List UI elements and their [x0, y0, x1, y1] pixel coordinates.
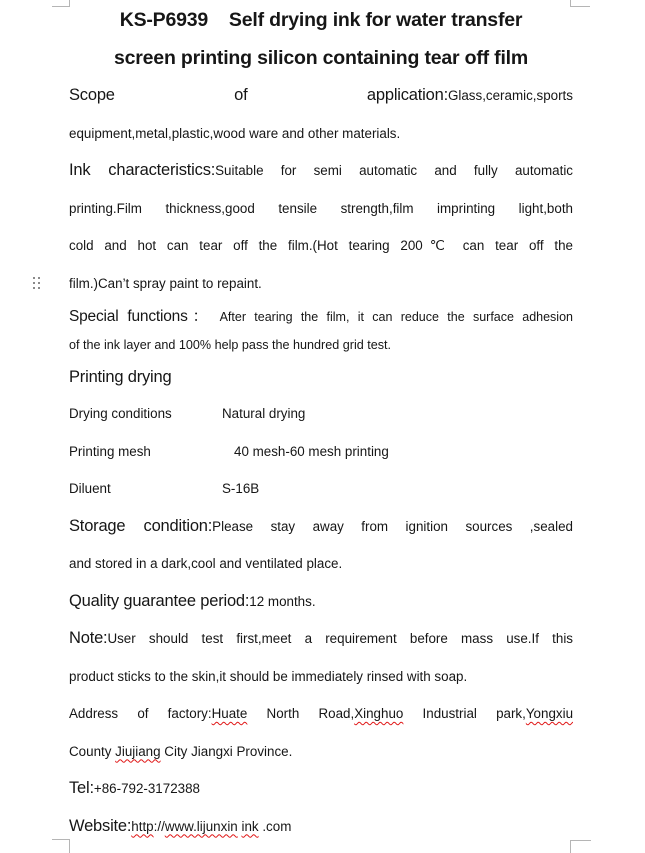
- scope-heading-word-1: Scope: [69, 86, 115, 104]
- website-line: [69, 808, 573, 846]
- address-word-huate: Huate: [211, 706, 248, 721]
- ink-heading: Ink characteristics:: [69, 161, 216, 179]
- scope-heading-word-3: application:: [366, 86, 448, 104]
- special-body-line-1: After tearing the film, it can reduce the surface adhesion: [219, 310, 573, 324]
- url-seg-http: http: [131, 818, 154, 834]
- page-corner-mark-bottom-right: [570, 840, 591, 853]
- quality-value: 12 months.: [249, 593, 316, 609]
- address-mid-1: North Road,: [247, 706, 355, 721]
- website-url: [131, 819, 291, 834]
- address-word-xinghuo: Xinghuo: [354, 706, 404, 721]
- scope-heading-word-2: of: [234, 86, 248, 104]
- tel-heading: Tel:: [69, 779, 94, 797]
- ink-body-line-1: Suitable for semi automatic and fully automatic: [215, 163, 573, 178]
- note-section-line-1: [69, 620, 573, 658]
- scope-body-inline: Glass,ceramic,sports: [447, 88, 573, 103]
- table-row-drying-conditions: [69, 395, 573, 433]
- ink-body-line-2: printing.Film thickness,good tensile strength,film imprinting light,both: [69, 200, 573, 216]
- table-row-diluent: [69, 470, 573, 508]
- address-line-1: [69, 695, 573, 733]
- tel-number: +86-792-3172388: [93, 781, 200, 796]
- address-word-yongxiu: Yongxiu: [525, 706, 573, 721]
- special-heading: Special functions：: [69, 308, 213, 325]
- special-body-line-2: of the ink layer and 100% help pass the hundred grid test.: [69, 338, 392, 352]
- row-label: Diluent: [69, 481, 111, 496]
- storage-heading: Storage condition:: [69, 516, 213, 535]
- ink-body-line-3: cold and hot can tear off the film.(Hot tearing 200℃ can tear off the: [69, 238, 573, 253]
- printing-drying-heading: Printing drying: [69, 368, 172, 386]
- ink-section-line-1: [69, 152, 573, 190]
- address-line2-post: City Jiangxi Province.: [160, 743, 293, 759]
- tel-line: [69, 770, 573, 808]
- drag-handle-icon[interactable]: [33, 277, 40, 289]
- row-label: Printing mesh: [69, 443, 151, 459]
- url-seg-separator: ://: [153, 818, 165, 834]
- table-row-printing-mesh: [69, 433, 573, 471]
- address-line2-pre: County: [69, 743, 116, 759]
- url-seg-tail: .com: [258, 818, 292, 834]
- document-title-line-2: screen printing silicon containing tear off film: [113, 46, 529, 69]
- ink-body-line-4: film.)Can’t spray paint to repaint.: [69, 275, 262, 291]
- scope-section-line-2: equipment,metal,plastic,wood ware and other materials.: [69, 125, 401, 141]
- scope-section-line-1: [69, 77, 573, 115]
- address-intro: Address of factory:: [69, 706, 212, 721]
- document-page: [69, 2, 573, 845]
- note-heading: Note:: [69, 629, 108, 647]
- row-value: Natural drying: [222, 406, 306, 421]
- document-title-line-1: KS-P6939 Self drying ink for water transfer: [119, 9, 523, 31]
- url-seg-www: www.lijunxin: [164, 818, 238, 834]
- row-value: S-16B: [222, 481, 260, 496]
- storage-section-line-1: [69, 508, 573, 546]
- page-corner-mark-top-left: [52, 0, 70, 7]
- website-heading: Website:: [69, 816, 132, 835]
- address-line-2: [69, 733, 573, 771]
- address-mid-2: Industrial park,: [403, 706, 526, 721]
- storage-body-line-1: Please stay away from ignition sources ,sealed: [212, 518, 573, 534]
- row-value: 40 mesh-60 mesh printing: [234, 443, 389, 459]
- note-body-line-2: product sticks to the skin,it should be immediately rinsed with soap.: [69, 668, 468, 684]
- storage-body-line-2: and stored in a dark,cool and ventilated place.: [69, 556, 343, 571]
- row-label: Drying conditions: [69, 406, 172, 421]
- quality-section-line: [69, 583, 573, 621]
- address-word-jiujiang: Jiujiang: [115, 743, 161, 759]
- special-section-line-1: [69, 302, 573, 332]
- note-body-line-1: User should test first,meet a requirement before mass use.If this: [107, 631, 573, 646]
- quality-heading: Quality guarantee period:: [69, 591, 250, 610]
- url-seg-ink: ink: [241, 818, 259, 834]
- scope-heading-tail: [367, 77, 573, 115]
- page-corner-mark-top-right: [570, 0, 590, 7]
- page-corner-mark-bottom-left: [52, 839, 70, 853]
